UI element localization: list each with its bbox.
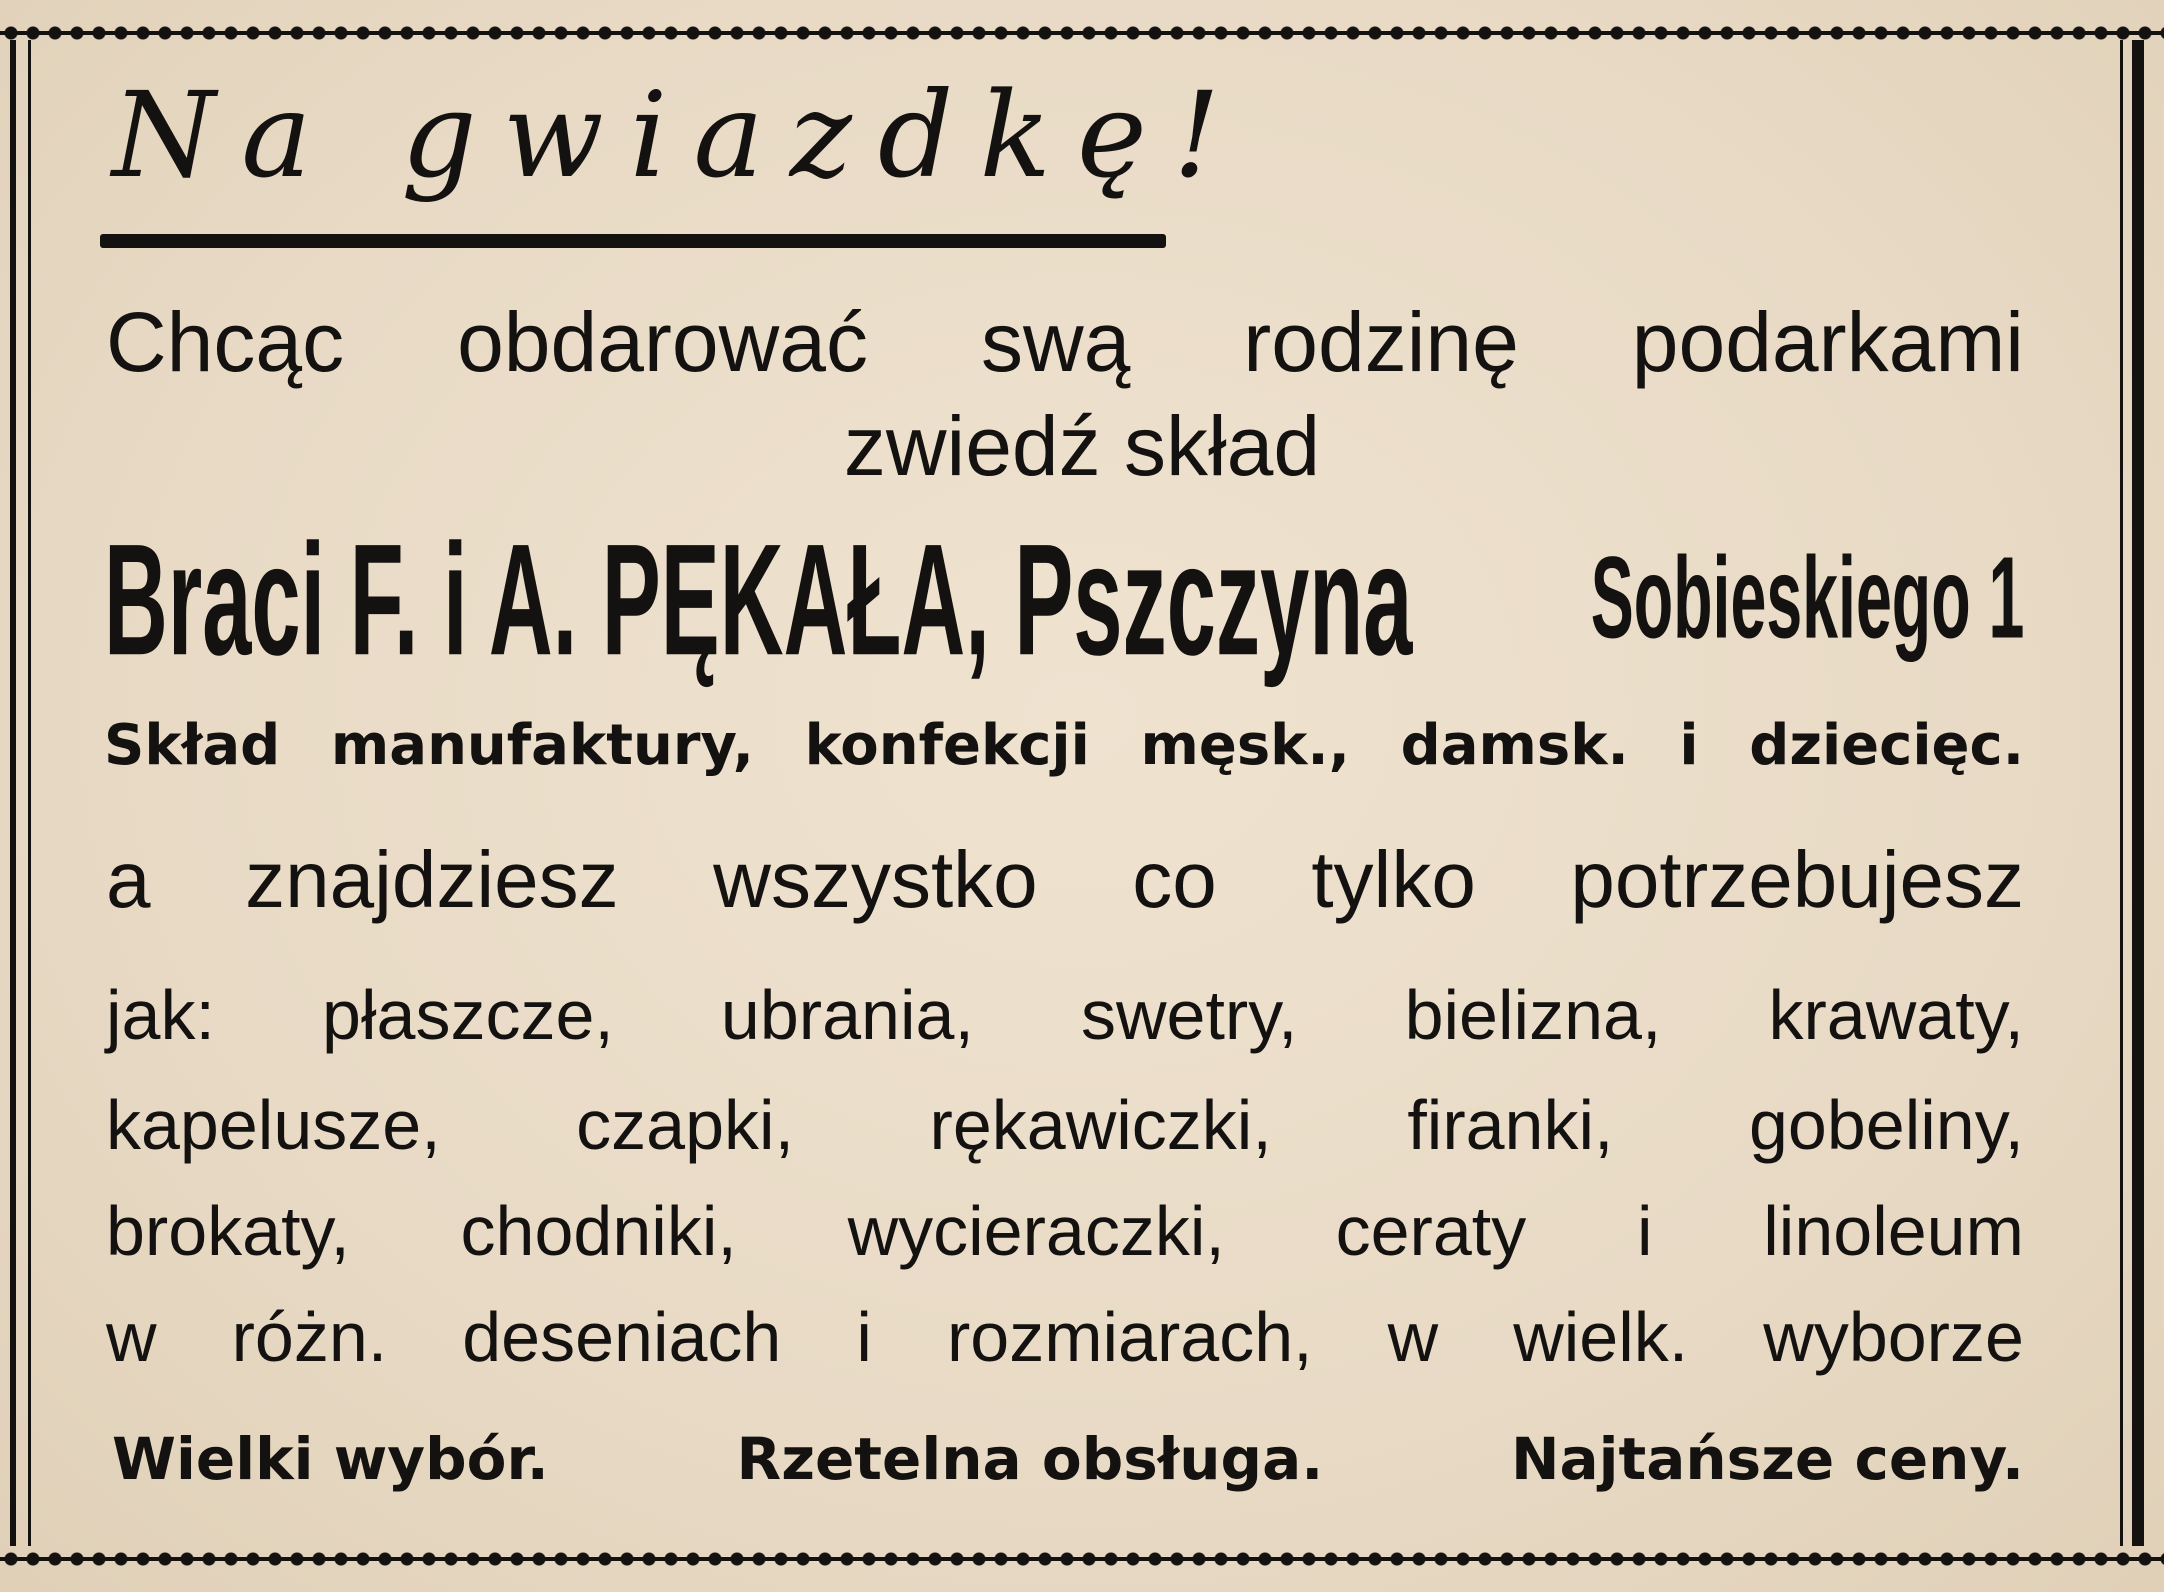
company-name: Braci F. i A. PĘKAŁA, Pszczyna: [104, 510, 1413, 689]
item-word: i: [1636, 1192, 1653, 1270]
intro-word: swą: [980, 295, 1131, 389]
assortment-word: dziecięc.: [1749, 713, 2024, 778]
item-word: w: [106, 1298, 157, 1376]
slogan: Wielki wybór.: [112, 1425, 549, 1493]
item-word: rozmiarach,: [946, 1298, 1313, 1376]
intro-word: podarkami: [1631, 295, 2024, 389]
items-line-4: [106, 1298, 2024, 1376]
find-word: co: [1132, 835, 1217, 924]
assortment-word: Skład: [104, 713, 281, 778]
find-line: [106, 835, 2024, 924]
border-line-bottom: [0, 1557, 2164, 1561]
item-word: brokaty,: [106, 1192, 350, 1270]
headline-underline: [100, 234, 1166, 248]
slogans-line: [112, 1425, 2024, 1493]
find-word: znajdziesz: [245, 835, 619, 924]
item-word: deseniach: [462, 1298, 782, 1376]
slogan: Najtańsze ceny.: [1510, 1425, 2024, 1493]
intro-line-1: [106, 295, 2024, 389]
assortment-word: manufaktury,: [330, 713, 754, 778]
item-word: linoleum: [1763, 1192, 2024, 1270]
item-word: płaszcze,: [322, 976, 614, 1054]
item-word: wycieraczki,: [847, 1192, 1225, 1270]
item-word: gobeliny,: [1748, 1086, 2024, 1164]
items-line-1: [106, 976, 2024, 1054]
item-word: w: [1387, 1298, 1439, 1376]
headline: Na gwiazdkę!: [112, 66, 1247, 204]
item-word: krawaty,: [1768, 976, 2024, 1054]
find-word: potrzebujesz: [1570, 835, 2024, 924]
item-word: rękawiczki,: [929, 1086, 1272, 1164]
intro-line-2: zwiedź skład: [843, 399, 1321, 493]
item-word: ubrania,: [720, 976, 974, 1054]
border-right-inner: [2120, 40, 2123, 1546]
slogan: Rzetelna obsługa.: [736, 1425, 1324, 1493]
find-word: wszystko: [713, 835, 1038, 924]
border-left-outer: [10, 40, 16, 1546]
item-word: kapelusze,: [106, 1086, 441, 1164]
assortment-line: [104, 713, 2024, 778]
item-word: jak:: [106, 976, 215, 1054]
intro-word: rodzinę: [1243, 295, 1519, 389]
assortment-word: męsk.,: [1140, 713, 1350, 778]
item-word: bielizna,: [1404, 976, 1662, 1054]
find-word: tylko: [1311, 835, 1476, 924]
border-left-inner: [28, 40, 31, 1546]
company-address: Sobieskiego 1: [1590, 533, 2024, 664]
items-line-2: [106, 1086, 2024, 1164]
items-line-3: [106, 1192, 2024, 1270]
item-word: różn.: [231, 1298, 388, 1376]
border-right-outer: [2132, 40, 2144, 1546]
item-word: ceraty: [1335, 1192, 1527, 1270]
item-word: czapki,: [576, 1086, 795, 1164]
border-line-top: [0, 31, 2164, 35]
assortment-word: damsk.: [1400, 713, 1629, 778]
company-line: [104, 510, 2024, 690]
item-word: wyborze: [1763, 1298, 2024, 1376]
item-word: wielk.: [1513, 1298, 1689, 1376]
intro-word: Chcąc: [106, 295, 345, 389]
item-word: firanki,: [1407, 1086, 1614, 1164]
intro-word: obdarować: [457, 295, 868, 389]
item-word: i: [856, 1298, 872, 1376]
find-word: a: [106, 835, 151, 924]
item-word: chodniki,: [460, 1192, 737, 1270]
assortment-word: i: [1679, 713, 1699, 778]
assortment-word: konfekcji: [804, 713, 1090, 778]
item-word: swetry,: [1080, 976, 1298, 1054]
